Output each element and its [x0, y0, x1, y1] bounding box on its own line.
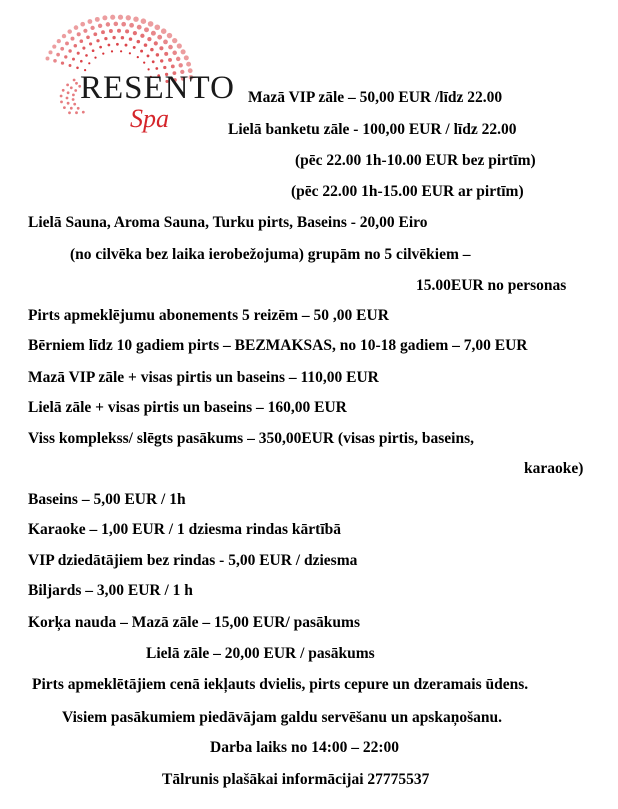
- logo-dot: [67, 91, 70, 94]
- logo-dot: [121, 36, 124, 39]
- logo-dot: [64, 55, 67, 58]
- price-line-after-22-with-sauna: (pēc 22.00 1h-15.00 EUR ar pirtīm): [291, 183, 524, 200]
- logo-dot: [140, 34, 144, 38]
- logo-dot: [126, 15, 131, 20]
- logo-dot: [157, 35, 162, 40]
- logo-dot: [161, 28, 167, 34]
- logo-dot: [168, 45, 173, 50]
- logo-dot: [137, 56, 139, 58]
- logo-dot: [144, 43, 148, 47]
- price-line-group-note: (no cilvēka bez laika ierobežojuma) grupām no 5 cilvēkiem –: [70, 246, 471, 263]
- price-line-billiards: Biljards – 3,00 EUR / 1 h: [28, 582, 193, 599]
- logo-dot: [60, 95, 63, 98]
- logo-dot: [88, 19, 93, 24]
- logo-dot: [62, 34, 66, 38]
- logo-dot: [129, 37, 133, 41]
- logo-dot: [88, 62, 90, 64]
- logo-dot: [67, 102, 70, 105]
- logo-dot: [133, 31, 137, 35]
- logo-dot: [98, 24, 102, 28]
- logo-dot: [152, 60, 155, 63]
- logo-dot: [167, 33, 172, 38]
- logo-dot: [109, 29, 113, 33]
- logo-dot: [163, 66, 166, 69]
- logo-dot: [80, 60, 83, 63]
- price-line-corkage-small: Korķa nauda – Mazā zāle – 15,00 EUR/ pasākums: [28, 614, 360, 631]
- logo-dot: [147, 54, 150, 57]
- price-line-children: Bērniem līdz 10 gadiem pirts – BEZMAKSAS, no 10-18 gadiem – 7,00 EUR: [28, 337, 528, 354]
- logo-dot: [67, 29, 71, 33]
- logo-dot: [75, 111, 78, 114]
- phone-info: Tālrunis plašākai informācijai 27775537: [162, 771, 430, 788]
- logo-dot: [147, 37, 151, 41]
- logo-dot: [133, 16, 138, 21]
- logo-dot: [154, 24, 160, 30]
- note-sauna-included: Pirts apmeklētājiem cenā iekļauts dvielis, pirts cepure un dzeramais ūdens.: [32, 676, 529, 693]
- logo-dot: [62, 89, 65, 92]
- logo-dot: [71, 37, 75, 41]
- logo-dot: [184, 55, 189, 60]
- logo-dot: [63, 106, 66, 109]
- logo-dot: [70, 86, 73, 89]
- logo-dot: [159, 46, 163, 50]
- logo-dot: [68, 111, 71, 114]
- logo-dot: [68, 49, 71, 52]
- logo-dot: [181, 49, 186, 54]
- logo-dot: [102, 53, 104, 55]
- price-line-whole-complex: Viss komplekss/ slēgts pasākums – 350,00EUR (visas pirtis, baseins,: [28, 430, 474, 447]
- logo-dot: [80, 39, 84, 43]
- logo-dot: [176, 57, 180, 61]
- logo-dot: [111, 50, 113, 52]
- price-line-vip-plus-all: Mazā VIP zāle + visas pirtis un baseins – 110,00 EUR: [28, 369, 379, 386]
- logo-dot: [117, 29, 121, 33]
- price-line-large-plus-all: Lielā zāle + visas pirtis un baseins – 160,00 EUR: [28, 399, 347, 416]
- logo-dot: [133, 46, 136, 49]
- logo-dot: [172, 38, 177, 43]
- logo-dot: [125, 29, 129, 33]
- logo-dot: [172, 51, 177, 56]
- logo-dot: [77, 32, 81, 36]
- logo-dot: [171, 64, 175, 68]
- logo-dot: [186, 62, 191, 67]
- logo-dot: [101, 30, 105, 34]
- logo-dot: [163, 40, 168, 45]
- logo-dot: [53, 59, 57, 63]
- logo-dot: [60, 47, 64, 51]
- logo-dot: [125, 44, 128, 47]
- logo-dot: [86, 35, 90, 39]
- logo-dot: [46, 57, 50, 61]
- logo-dot: [164, 52, 168, 56]
- logo-dot: [114, 22, 119, 27]
- price-line-banquet-hall: Lielā banketu zāle - 100,00 EUR / līdz 22.00: [228, 121, 517, 138]
- price-line-pool: Baseins – 5,00 EUR / 1h: [28, 491, 186, 508]
- price-line-saunas-pool: Lielā Sauna, Aroma Sauna, Turku pirts, Baseins - 20,00 Eiro: [28, 214, 428, 231]
- logo-dot: [104, 37, 107, 40]
- logo-dot: [99, 46, 102, 49]
- logo-dot: [112, 36, 115, 39]
- logo-dot: [150, 48, 154, 52]
- logo-dot: [144, 27, 149, 32]
- logo-dot: [56, 53, 60, 57]
- logo-dot: [106, 22, 110, 26]
- logo-subtitle-text: Spa: [130, 104, 169, 133]
- logo-dot: [160, 59, 163, 62]
- logo-dot: [154, 41, 158, 45]
- logo-dot: [168, 58, 172, 62]
- logo-dot: [82, 47, 85, 50]
- logo-dot: [108, 44, 111, 47]
- logo-dot: [73, 103, 76, 106]
- logo-dot: [83, 29, 87, 33]
- logo-dot: [93, 32, 97, 36]
- resento-spa-logo: [22, 8, 235, 138]
- logo-dot: [121, 22, 126, 27]
- logo-dot: [74, 89, 77, 92]
- logo-dot: [129, 52, 131, 54]
- logo-dot: [96, 39, 99, 42]
- logo-dot: [60, 101, 63, 104]
- logo-dot: [72, 58, 75, 61]
- logo-dot: [74, 25, 79, 30]
- price-line-after-22-no-sauna: (pēc 22.00 1h-10.00 EUR bez pirtīm): [295, 152, 536, 169]
- logo-dot: [48, 50, 52, 54]
- working-hours: Darba laiks no 14:00 – 22:00: [210, 739, 400, 756]
- logo-brand-text: RESENTO: [80, 70, 235, 106]
- logo-dot: [72, 98, 75, 101]
- price-line-subscription: Pirts apmeklējumu abonements 5 reizēm – 50 ,00 EUR: [28, 307, 389, 324]
- logo-dot: [95, 17, 100, 22]
- logo-dot: [177, 43, 182, 48]
- logo-dot: [143, 62, 145, 64]
- price-line-group-price: 15.00EUR no personas: [416, 277, 567, 294]
- logo-dot: [110, 15, 115, 20]
- logo-dot: [77, 52, 80, 55]
- logo-dot: [137, 40, 141, 44]
- logo-dot: [148, 21, 154, 27]
- logo-dot: [66, 84, 69, 87]
- logo-dot: [129, 23, 134, 28]
- logo-dot: [66, 97, 69, 100]
- logo-dot: [94, 57, 96, 59]
- logo-dot: [57, 39, 61, 43]
- logo-dot: [141, 18, 147, 24]
- logo-dot: [70, 107, 73, 110]
- note-events-service: Visiem pasākumiem piedāvājam galdu servēšanu un apskaņošanu.: [62, 709, 502, 726]
- logo-dot: [69, 64, 72, 67]
- logo-dot: [89, 42, 92, 45]
- logo-dot: [85, 54, 88, 57]
- logo-dot: [72, 94, 75, 97]
- price-line-corkage-large: Lielā zāle – 20,00 EUR / pasākums: [146, 645, 375, 662]
- logo-dot: [102, 15, 107, 20]
- price-line-karaoke: Karaoke – 1,00 EUR / 1 dziesma rindas kārtībā: [28, 521, 342, 538]
- logo-dot: [120, 50, 122, 52]
- logo-dot: [116, 43, 119, 46]
- logo-dot: [61, 61, 64, 64]
- logo-dot: [65, 41, 69, 45]
- logo-dot: [73, 79, 76, 82]
- logo-dot: [90, 26, 94, 30]
- logo-dot: [151, 31, 156, 36]
- logo-dot: [92, 49, 95, 52]
- logo-dot: [156, 53, 159, 56]
- price-line-whole-complex-cont: karaoke): [524, 460, 584, 477]
- price-line-small-vip-hall: Mazā VIP zāle – 50,00 EUR /līdz 22.00: [248, 89, 503, 106]
- logo-dot: [77, 107, 80, 110]
- logo-dot: [75, 82, 78, 85]
- logo-dot: [137, 25, 142, 30]
- logo-dot: [74, 44, 78, 48]
- logo-dot: [76, 67, 79, 70]
- logo-dot: [82, 111, 85, 114]
- logo-dot: [179, 63, 183, 67]
- logo-dot: [80, 22, 85, 27]
- price-line-vip-singers: VIP dziedātājiem bez rindas - 5,00 EUR / dziesma: [28, 552, 358, 569]
- logo-dot: [52, 45, 56, 49]
- logo-dot: [140, 50, 143, 53]
- logo-dot: [118, 15, 123, 20]
